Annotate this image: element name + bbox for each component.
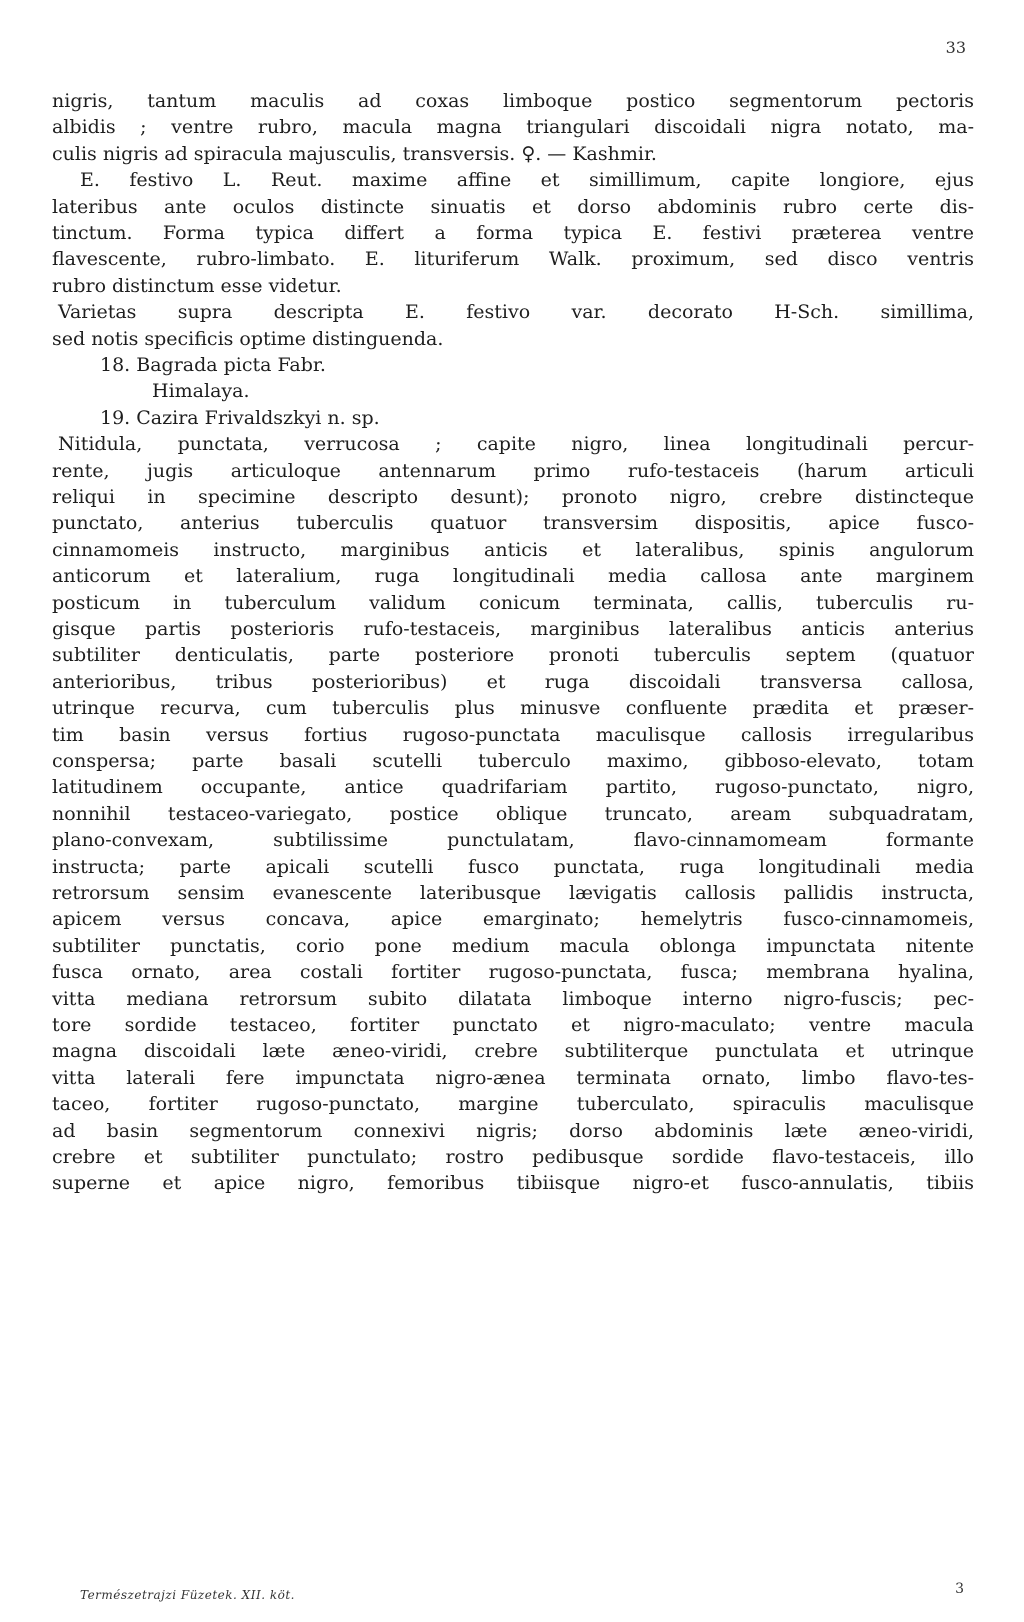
text-line: 19. Cazira Frivaldszkyi n. sp. xyxy=(100,406,380,429)
text-line: latitudinem occupante, antice quadrifariam partito, rugoso-punctato, nigro, xyxy=(52,776,974,799)
text-line: magna discoidali læte æneo-viridi, crebre subtiliterque punctulata et utrinque xyxy=(52,1040,974,1063)
page-number: 33 xyxy=(945,38,966,57)
text-line: Varietas supra descripta E. festivo var. decorato H-Sch. simillima, xyxy=(58,301,974,324)
text-line: nonnihil testaceo-variegato, postice oblique truncato, aream subquadratam, xyxy=(52,802,974,825)
text-line: crebre et subtiliter punctulato; rostro pedibusque sordide flavo-testaceis, illo xyxy=(52,1146,974,1168)
text-line: Nitidula, punctata, verrucosa ; capite nigro, linea longitudinali percur- xyxy=(58,433,974,456)
text-line: plano-convexam, subtilissime punctulatam, flavo-cinnamomeam formante xyxy=(52,829,974,852)
footer-signature-number: 3 xyxy=(955,1581,964,1597)
text-line: punctato, anterius tuberculis quatuor transversim dispositis, apice fusco- xyxy=(52,512,974,535)
text-line: taceo, fortiter rugoso-punctato, margine tuberculato, spiraculis maculisque xyxy=(52,1093,974,1116)
text-line: 18. Bagrada picta Fabr. xyxy=(100,354,326,376)
text-line: instructa; parte apicali scutelli fusco punctata, ruga longitudinali media xyxy=(52,855,974,878)
text-line: subtiliter punctatis, corio pone medium macula oblonga impunctata nitente xyxy=(52,934,974,957)
text-line: anterioribus, tribus posterioribus) et ruga discoidali transversa callosa, xyxy=(52,670,974,693)
text-line: subtiliter denticulatis, parte posteriore pronoti tuberculis septem (quatuor xyxy=(52,644,974,667)
text-line: tinctum. Forma typica differt a forma typica E. festivi præterea ventre xyxy=(52,222,974,244)
text-line: fusca ornato, area costali fortiter rugoso-punctata, fusca; membrana hyalina, xyxy=(52,961,974,984)
text-line: tore sordide testaceo, fortiter punctato et nigro-maculato; ventre macula xyxy=(52,1014,974,1036)
text-line: rubro distinctum esse videtur. xyxy=(52,274,342,297)
text-line: superne et apice nigro, femoribus tibiisque nigro-et fusco-annulatis, tibiis xyxy=(52,1172,974,1195)
text-line: anticorum et lateralium, ruga longitudinali media callosa ante marginem xyxy=(52,565,974,588)
text-line: E. festivo L. Reut. maxime affine et simillimum, capite longiore, ejus xyxy=(80,169,974,192)
text-line: ad basin segmentorum connexivi nigris; dorso abdominis læte æneo-viridi, xyxy=(52,1119,974,1142)
text-line: sed notis specificis optime distinguenda. xyxy=(52,327,444,350)
text-line: lateribus ante oculos distincte sinuatis et dorso abdominis rubro certe dis- xyxy=(52,195,974,218)
text-line: tim basin versus fortius rugoso-punctata maculisque callosis irregularibus xyxy=(52,723,974,746)
text-line: conspersa; parte basali scutelli tuberculo maximo, gibboso-elevato, totam xyxy=(52,750,974,772)
text-line: posticum in tuberculum validum conicum terminata, callis, tuberculis ru- xyxy=(52,591,974,614)
text-line: vitta laterali fere impunctata nigro-ænea terminata ornato, limbo flavo-tes- xyxy=(52,1066,974,1089)
text-line: nigris, tantum maculis ad coxas limboque postico segmentorum pectoris xyxy=(52,90,974,112)
footer-journal-title: Természetrajzi Füzetek. XII. köt. xyxy=(80,1588,295,1602)
text-line: utrinque recurva, cum tuberculis plus minusve confluente prædita et præser- xyxy=(52,697,974,720)
text-line: gisque partis posterioris rufo-testaceis, marginibus lateralibus anticis anterius xyxy=(52,618,974,640)
text-line: Himalaya. xyxy=(152,380,250,403)
text-line: retrorsum sensim evanescente lateribusque lævigatis callosis pallidis instructa, xyxy=(52,882,974,904)
text-line: cinnamomeis instructo, marginibus anticis et lateralibus, spinis angulorum xyxy=(52,538,974,561)
text-line: flavescente, rubro-limbato. E. lituriferum Walk. proximum, sed disco ventris xyxy=(52,248,974,271)
text-line: apicem versus concava, apice emarginato; hemelytris fusco-cinnamomeis, xyxy=(52,908,974,931)
text-line: vitta mediana retrorsum subito dilatata limboque interno nigro-fuscis; pec- xyxy=(52,987,974,1010)
text-line: reliqui in specimine descripto desunt); pronoto nigro, crebre distincteque xyxy=(52,486,974,508)
text-line: culis nigris ad spiracula majusculis, transversis. ♀. — Kashmir. xyxy=(52,142,657,165)
text-line: rente, jugis articuloque antennarum primo rufo-testaceis (harum articuli xyxy=(52,459,974,482)
text-line: albidis ; ventre rubro, macula magna triangulari discoidali nigra notato, ma- xyxy=(52,116,974,139)
